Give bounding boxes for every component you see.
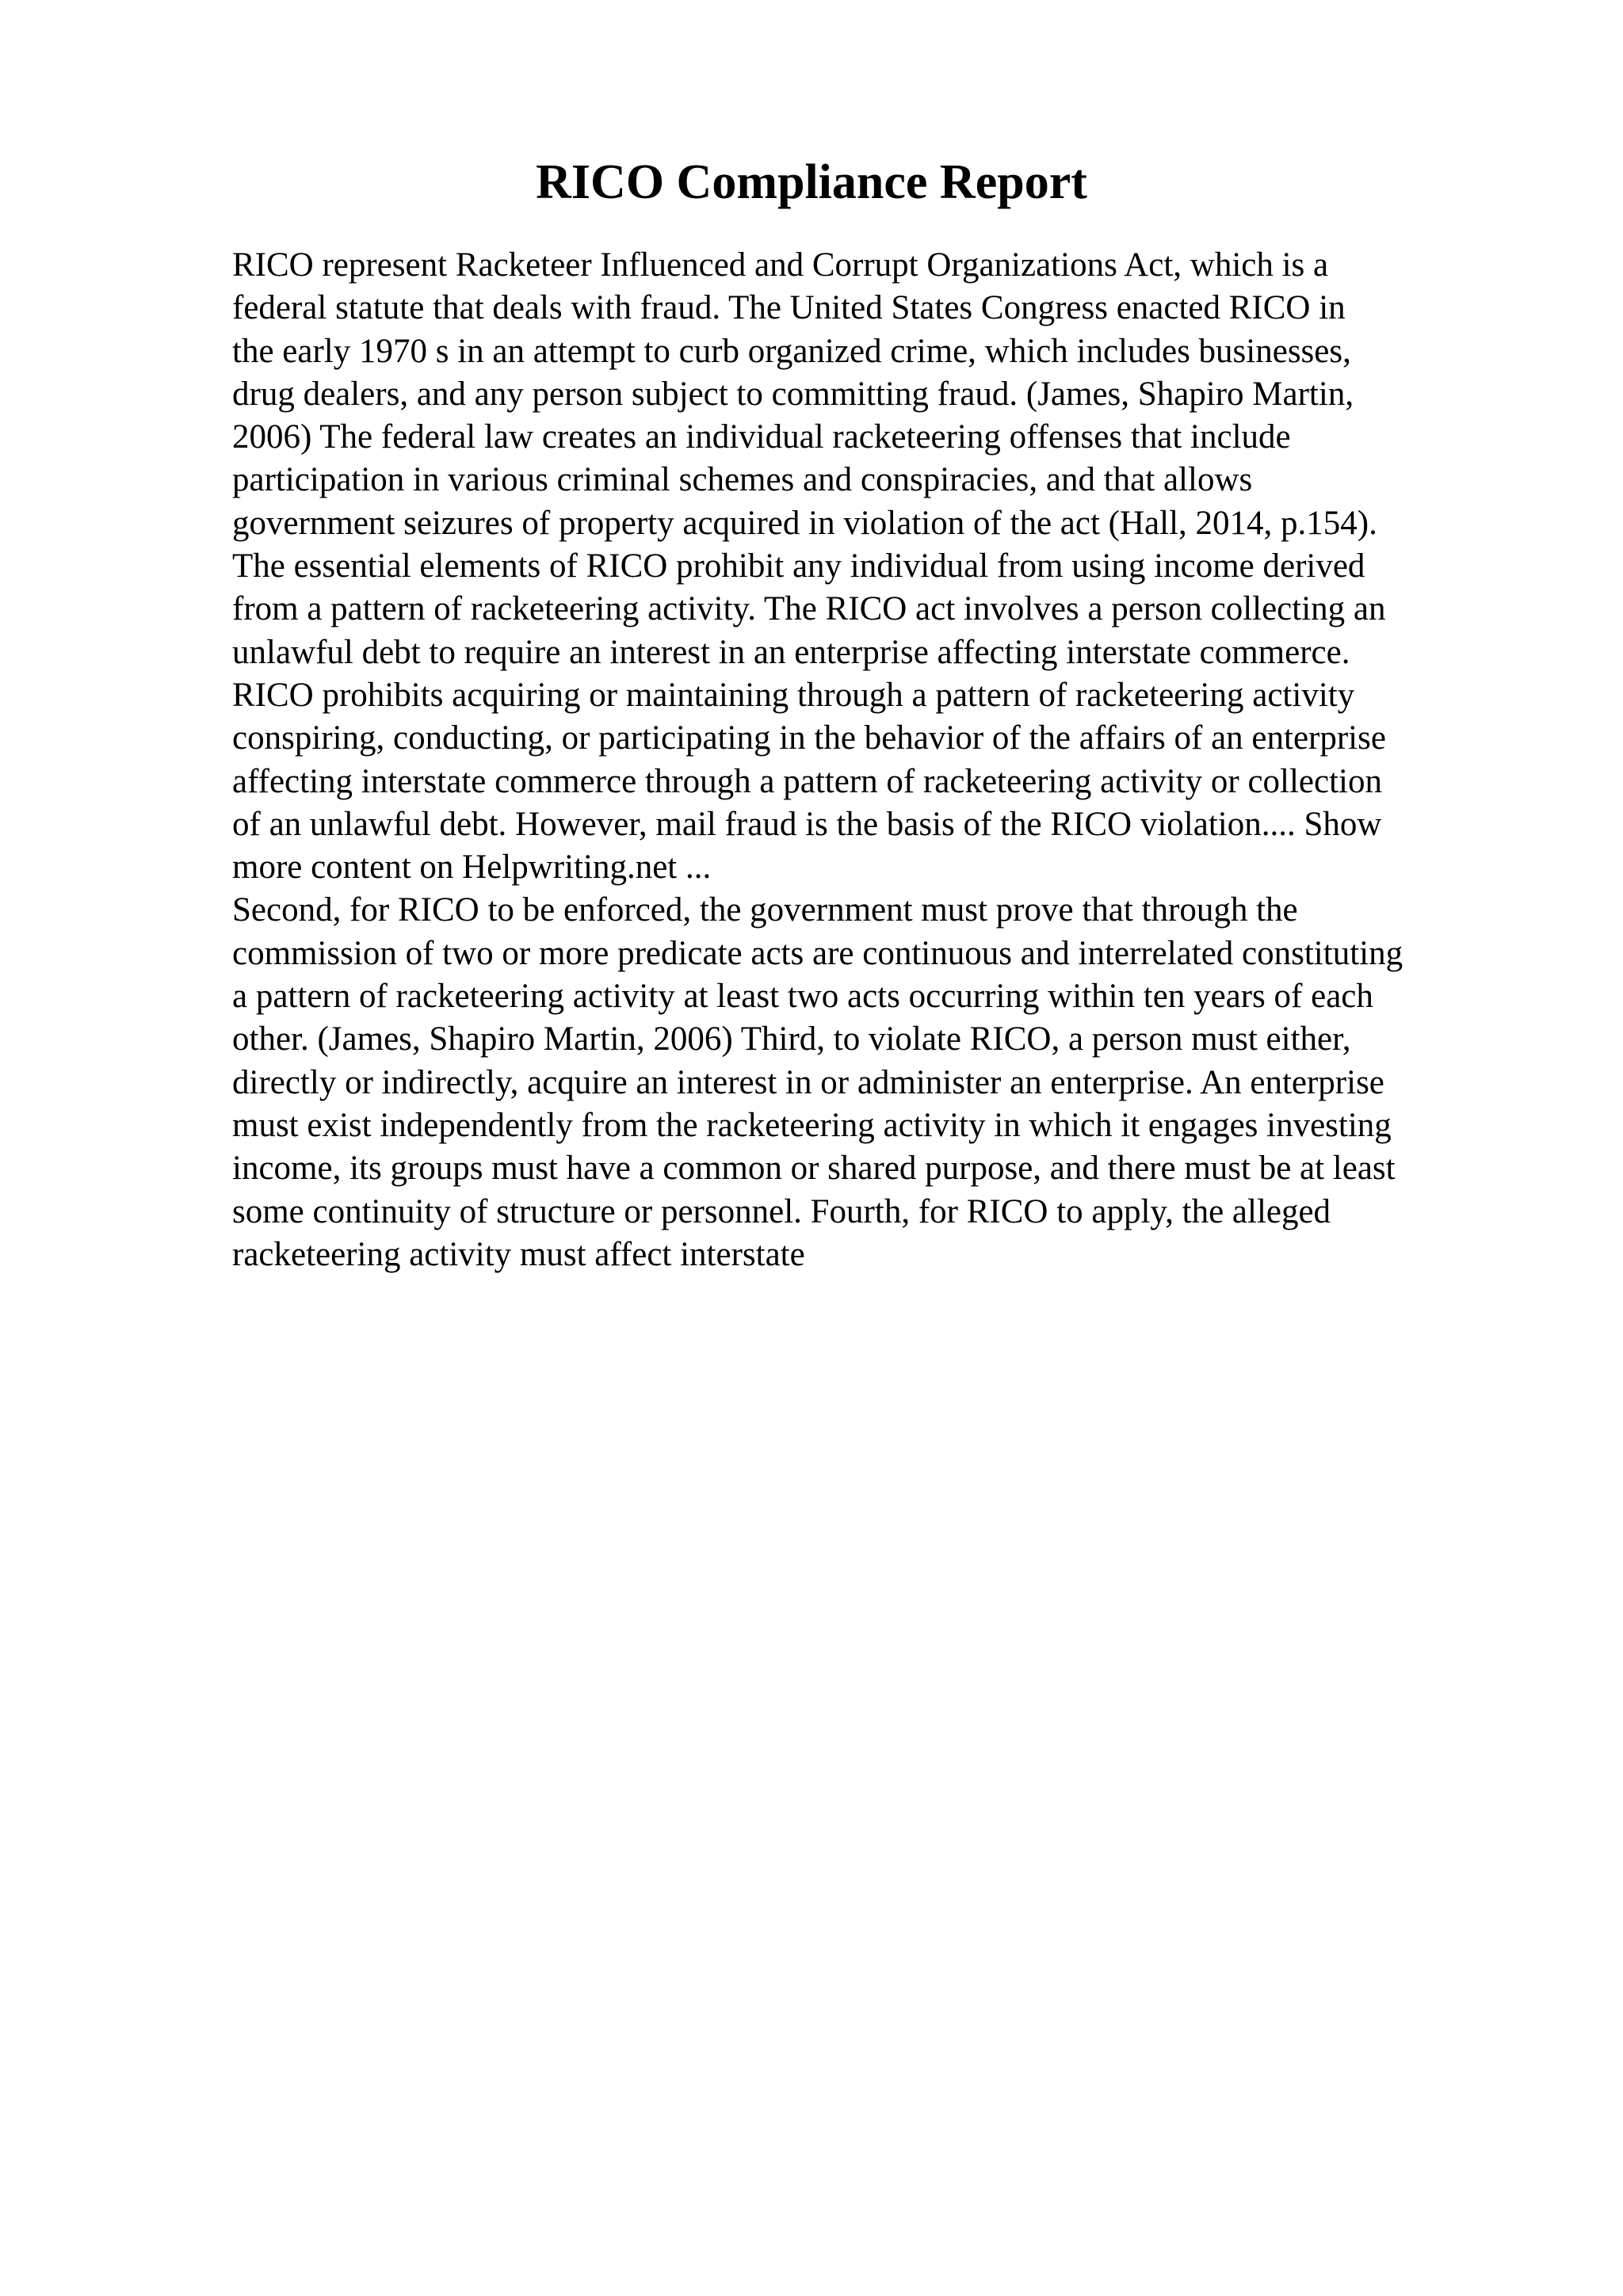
body-line: some continuity of structure or personnel. Fourth, for RICO to apply, the alleged <box>232 1192 1331 1230</box>
body-line: must exist independently from the racketeering activity in which it engages investing <box>232 1106 1392 1144</box>
body-line: from a pattern of racketeering activity. The RICO act involves a person collecting an <box>232 590 1386 628</box>
document-body <box>232 244 1516 1276</box>
body-line: federal statute that deals with fraud. The United States Congress enacted RICO in <box>232 289 1346 327</box>
body-line: drug dealers, and any person subject to committing fraud. (James, Shapiro Martin, <box>232 375 1354 413</box>
body-line: directly or indirectly, acquire an interest in or administer an enterprise. An enterprise <box>232 1063 1384 1101</box>
body-line: racketeering activity must affect interstate <box>232 1235 805 1273</box>
body-line: participation in various criminal schemes and conspiracies, and that allows <box>232 461 1253 499</box>
body-line: commission of two or more predicate acts are continuous and interrelated constituting <box>232 934 1403 972</box>
body-line: income, its groups must have a common or shared purpose, and there must be at least <box>232 1150 1396 1188</box>
body-line: The essential elements of RICO prohibit any individual from using income derived <box>232 547 1365 585</box>
body-line: affecting interstate commerce through a pattern of racketeering activity or collection <box>232 762 1382 800</box>
body-line: RICO prohibits acquiring or maintaining through a pattern of racketeering activity <box>232 676 1355 714</box>
body-line: government seizures of property acquired in violation of the act (Hall, 2014, p.154). <box>232 504 1377 542</box>
document-title: RICO Compliance Report <box>536 155 1087 209</box>
body-line: other. (James, Shapiro Martin, 2006) Third, to violate RICO, a person must either, <box>232 1020 1351 1058</box>
body-line: RICO represent Racketeer Influenced and Corrupt Organizations Act, which is a <box>232 246 1329 284</box>
body-line: a pattern of racketeering activity at least two acts occurring within ten years of each <box>232 978 1373 1016</box>
body-line: unlawful debt to require an interest in an enterprise affecting interstate commerce. <box>232 633 1350 671</box>
body-line: the early 1970 s in an attempt to curb organized crime, which includes businesses, <box>232 332 1351 370</box>
body-line: conspiring, conducting, or participating in the behavior of the affairs of an enterprise <box>232 719 1386 757</box>
body-line: more content on Helpwriting.net ... <box>232 849 712 887</box>
body-line: 2006) The federal law creates an individual racketeering offenses that include <box>232 418 1291 456</box>
body-line: of an unlawful debt. However, mail fraud is the basis of the RICO violation.... Show <box>232 805 1382 843</box>
body-line: Second, for RICO to be enforced, the government must prove that through the <box>232 891 1298 929</box>
